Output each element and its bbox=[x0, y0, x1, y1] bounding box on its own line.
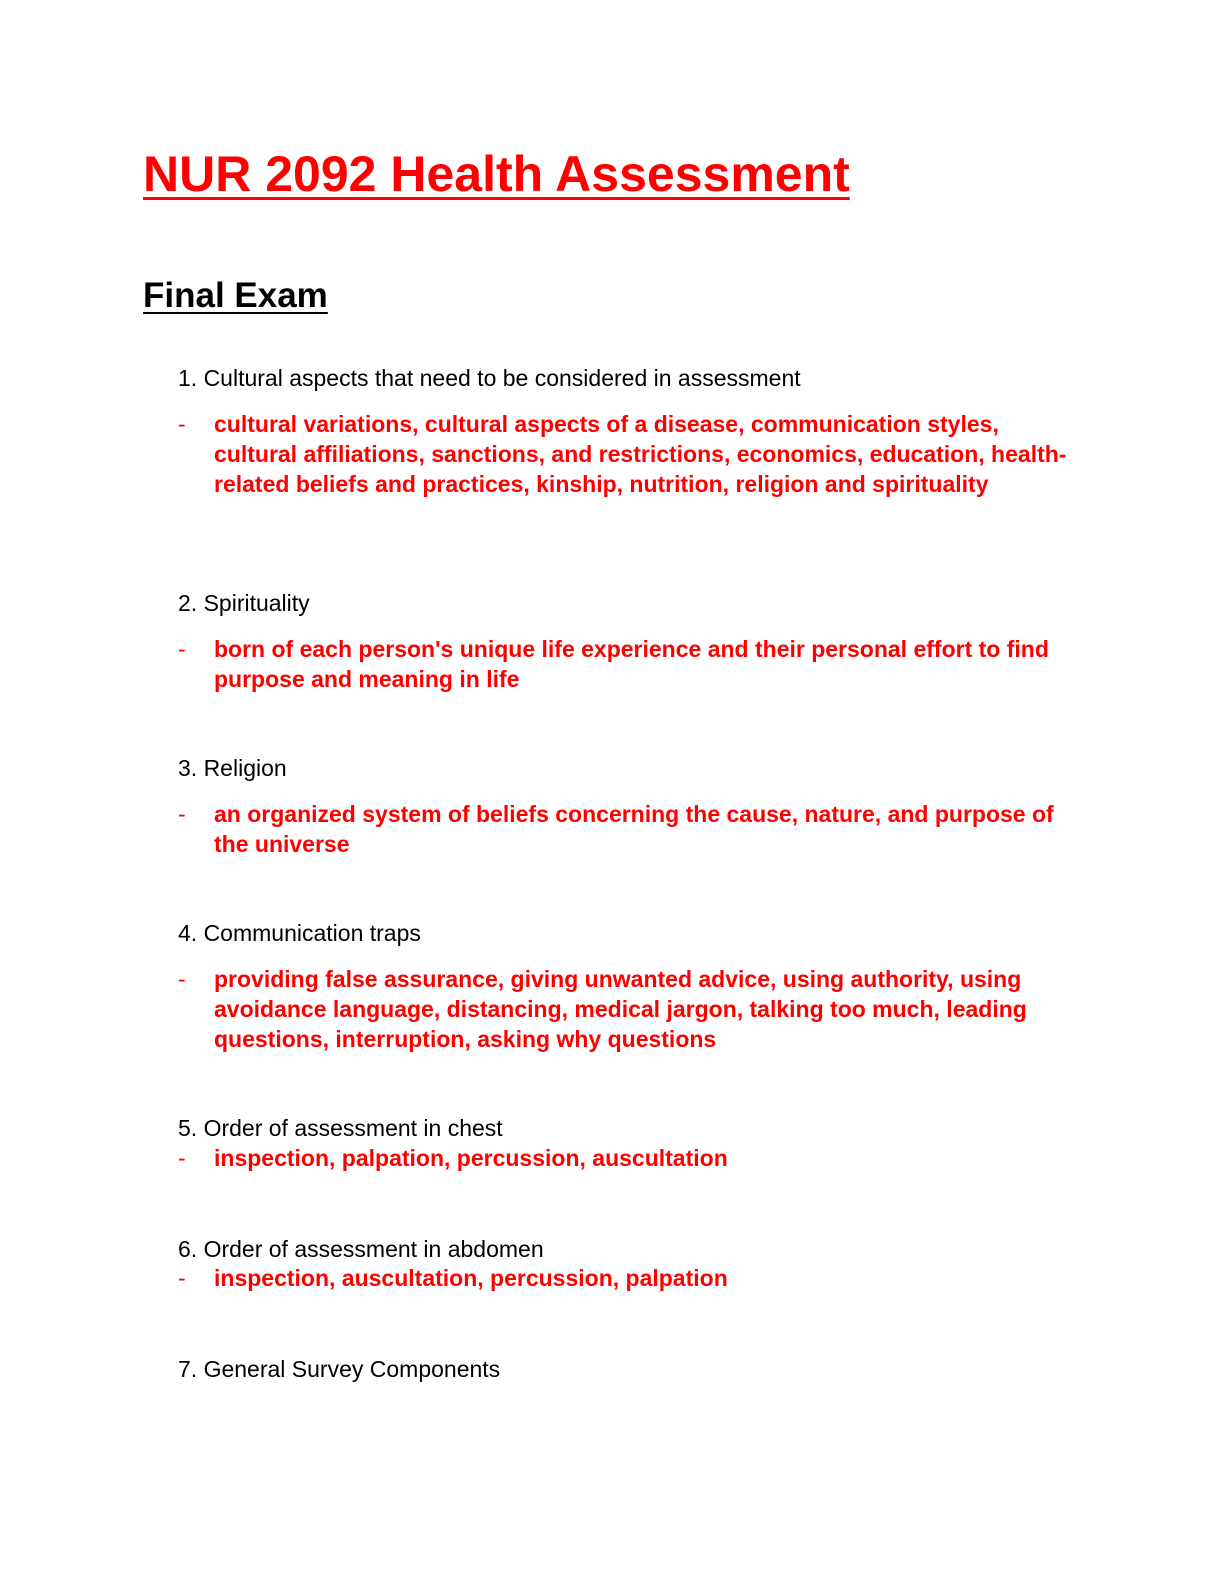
answer-bullet: - bbox=[178, 636, 186, 662]
answer-text: inspection, auscultation, percussion, palpation bbox=[214, 1265, 728, 1291]
answer-bullet: - bbox=[178, 1265, 186, 1291]
question-1: 1. Cultural aspects that need to be considered in assessment bbox=[178, 365, 801, 391]
question-3: 3. Religion bbox=[178, 755, 287, 781]
document-subtitle: Final Exam bbox=[143, 276, 328, 315]
question-7: 7. General Survey Components bbox=[178, 1356, 501, 1382]
answer-1 bbox=[178, 409, 1078, 499]
question-4: 4. Communication traps bbox=[178, 920, 421, 946]
document-title: NUR 2092 Health Assessment bbox=[143, 146, 850, 202]
answer-text: inspection, palpation, percussion, auscultation bbox=[214, 1145, 728, 1171]
answer-text: cultural variations, cultural aspects of a disease, communication styles, cultural affiliations, sanctions, and restrictions, economics, education, health-related beliefs and practices, kinship, nutrition, religion and spirituality bbox=[214, 411, 1067, 497]
answer-bullet: - bbox=[178, 1145, 186, 1171]
answer-bullet: - bbox=[178, 411, 186, 437]
answer-4 bbox=[178, 964, 1078, 1054]
answer-6 bbox=[178, 1263, 1078, 1293]
answer-text: providing false assurance, giving unwanted advice, using authority, using avoidance language, distancing, medical jargon, talking too much, leading questions, interruption, asking why questions bbox=[214, 966, 1027, 1052]
answer-text: an organized system of beliefs concerning the cause, nature, and purpose of the universe bbox=[214, 801, 1054, 857]
answer-text: born of each person's unique life experience and their personal effort to find purpose and meaning in life bbox=[214, 636, 1049, 692]
answer-5 bbox=[178, 1143, 1078, 1173]
answer-bullet: - bbox=[178, 801, 186, 827]
question-5: 5. Order of assessment in chest bbox=[178, 1115, 503, 1141]
answer-3 bbox=[178, 799, 1078, 859]
question-2: 2. Spirituality bbox=[178, 590, 310, 616]
answer-2 bbox=[178, 634, 1078, 694]
answer-bullet: - bbox=[178, 966, 186, 992]
question-6: 6. Order of assessment in abdomen bbox=[178, 1236, 544, 1262]
